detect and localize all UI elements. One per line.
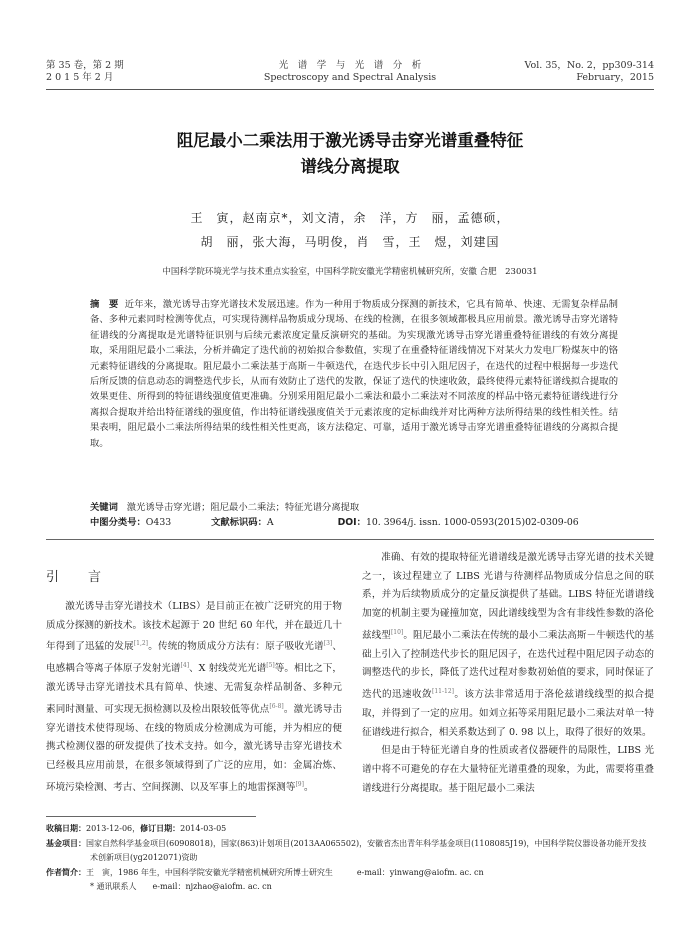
funding-info: 基金项目：国家自然科学基金项目(60908018)，国家(863)计划项目(2013AA065502)，安徽省杰出青年科学基金项目(1108085J19)，中国科学院仪器设备功能开发技术创新项目(yg2012071)资助	[46, 838, 647, 862]
citation: [5]	[266, 662, 275, 670]
affiliation: 中国科学院环境光学与技术重点实验室，中国科学院安徽光学精密机械研究所，安徽 合肥 230031	[162, 267, 538, 277]
header-divider	[46, 89, 654, 90]
title-line-2: 谱线分离提取	[300, 157, 400, 176]
volume-issue: 第 35 卷，第 2 期	[46, 60, 124, 71]
abstract-divider	[46, 539, 654, 540]
citation: [4]	[180, 662, 190, 670]
doc-code-value: A	[266, 517, 274, 528]
received-dates: 收稿日期：2013-12-06，修订日期：2014-03-05	[46, 824, 227, 833]
author-bio: 作者简介：王 寅，1986 年生，中国科学院安徽光学精密机械研究所博士研究生 e-mail：yinwang@aiofm. ac. cn	[46, 867, 484, 877]
intro-paragraph-3: 但是由于特征光谱自身的性质或者仪器硬件的局限性，LIBS 光谱中将不可避免的存在大量特征光谱重叠的现象，为此，需要将重叠谱线进行分离提取。基于阻尼最小二乘法	[362, 745, 654, 794]
authors-line-2: 胡 丽，张大海，马明俊，肖 雪，王 煜，刘建国	[200, 235, 500, 249]
citation: [1,2]	[133, 640, 149, 648]
publication-month: February，2015	[576, 72, 654, 83]
footnotes	[46, 822, 654, 895]
right-column	[362, 549, 654, 799]
authors-line-1: 王 寅，赵南京*，刘文清，余 洋，方 丽，孟德硕，	[190, 211, 510, 225]
citation: [3]	[323, 640, 333, 648]
corresponding-author: * 通讯联系人 e-mail：njzhao@aiofm. ac. cn	[90, 882, 272, 891]
clc-label: 中图分类号：	[90, 517, 146, 528]
keywords-label: 关键词	[90, 502, 118, 513]
author-list	[80, 206, 620, 254]
doi-value: 10. 3964/j. issn. 1000-0593(2015)02-0309-06	[365, 517, 579, 528]
citation: [6-8]	[269, 702, 284, 710]
journal-name-english: Spectroscopy and Spectral Analysis	[263, 72, 437, 83]
journal-name	[200, 60, 500, 84]
citation: [11-12]	[432, 688, 454, 696]
citation: [10]	[390, 628, 404, 636]
abstract	[90, 297, 618, 451]
clc-value: O433	[145, 517, 172, 528]
citation: [9]	[295, 780, 304, 788]
publication-date: 2 0 1 5 年 2 月	[46, 72, 114, 83]
journal-name-chinese: 光 谱 学 与 光 谱 分 析	[278, 60, 422, 71]
title-line-1: 阻尼最小二乘法用于激光诱导击穿光谱重叠特征	[176, 131, 524, 150]
journal-pages-info	[525, 60, 654, 84]
footnote-divider	[46, 816, 256, 817]
intro-paragraph-1: 激光诱导击穿光谱技术（LIBS）是目前正在被广泛研究的用于物质成分探测的新技术。该技术起源于 20 世纪 60 年代，并在最近几十年得到了迅猛的发展[1,2]。传统的物质成分方法有：原子吸收光谱[3]、电感耦合等离子体原子发射光谱[4]、X 射线荧光光谱[5]等。相比之下，激光诱导击穿光谱技术具有简单、快速、无需复杂样品制备、多种元素同时测量、可实现无损检测以及检出限较低等优点[6-8]。激光诱导击穿光谱技术使得现场、在线的物质成分检测成为可能，并为相应的便携式检测仪器的研发提供了技术支持。如今，激光诱导击穿光谱技术已经极具应用前景，在很多领域得到了广泛的应用，如：金属冶炼、环境污染检测、考古、空间探测、以及军事上的地雷探测等[9]。	[46, 601, 343, 794]
doi-label: DOI：	[337, 517, 366, 528]
doc-code-label: 文献标识码：	[211, 517, 267, 528]
keywords-text: 激光诱导击穿光谱；阻尼最小二乘法；特征光谱分离提取	[126, 502, 360, 513]
left-column	[46, 598, 342, 798]
volume-pages: Vol. 35，No. 2，pp309-314	[524, 60, 654, 71]
section-heading-introduction: 引 言	[46, 570, 110, 585]
journal-volume-info	[46, 60, 124, 84]
abstract-text: 近年来，激光诱导击穿光谱技术发展迅速。作为一种用于物质成分探测的新技术，它具有简单、快速、无需复杂样品制备、多种元素同时检测等优点，可实现待测样品物质成分现场、在线的检测，在很多领域都极具应用前景。激光诱导击穿光谱特征谱线的分离提取是光谱特征识别与后续元素浓度定量反演研究的基础。为实现激光诱导击穿光谱重叠特征谱线的有效分离提取，采用阻尼最小二乘法，分析并确定了迭代前的初始拟合参数值，实现了在重叠特征谱线情况下对某火力发电厂粉煤灰中的铬元素特征谱线的分离提取。阻尼最小二乘法基于高斯－牛顿迭代，在迭代步长中引入阻尼因子，在迭代的过程中根据每一步迭代后所反馈的信息动态的调整迭代步长，从而有效防止了迭代的发散，保证了迭代的快速收敛，最终使得元素特征谱线拟合提取的效果更佳、所得到的特征谱线强度值更准确。分别采用阻尼最小二乘法和最小二乘法对不同浓度的样品中铬元素特征谱线进行分离拟合提取并给出特征谱线的强度值，作出特征谱线强度值关于元素浓度的定标曲线并对比两种方法所得结果的线性相关性。结果表明，阻尼最小二乘法所得结果的线性相关性更高，该方法稳定、可靠，适用于激光诱导击穿光谱重叠特征谱线的分离拟合提取。	[90, 299, 618, 449]
paper-title	[60, 128, 640, 180]
intro-paragraph-2: 准确、有效的提取特征光谱谱线是激光诱导击穿光谱的技术关键之一，该过程建立了 LIBS 光谱与待测样品物质成分信息之间的联系，并为后续物质成分的定量反演提供了基础。LIBS 特征光谱谱线加宽的机制主要为碰撞加宽，因此谱线线型为含有非线性参数的洛伦兹线型[10]。阻尼最小二乘法在传统的最小二乘法高斯－牛顿迭代的基础上引入了控制迭代步长的阻尼因子，在迭代过程中阻尼因子动态的调整迭代的步长，降低了迭代过程对参数初始值的要求，同时保证了迭代的迅速收敛[11-12]。该方法非常适用于洛伦兹谱线线型的拟合提取，并得到了一定的应用。如刘立拓等采用阻尼最小二乘法对单一特征谱线进行拟合，相关系数达到了 0. 98 以上，取得了很好的效果。	[362, 552, 655, 738]
abstract-label: 摘 要	[90, 299, 119, 310]
keywords-block	[90, 500, 618, 530]
